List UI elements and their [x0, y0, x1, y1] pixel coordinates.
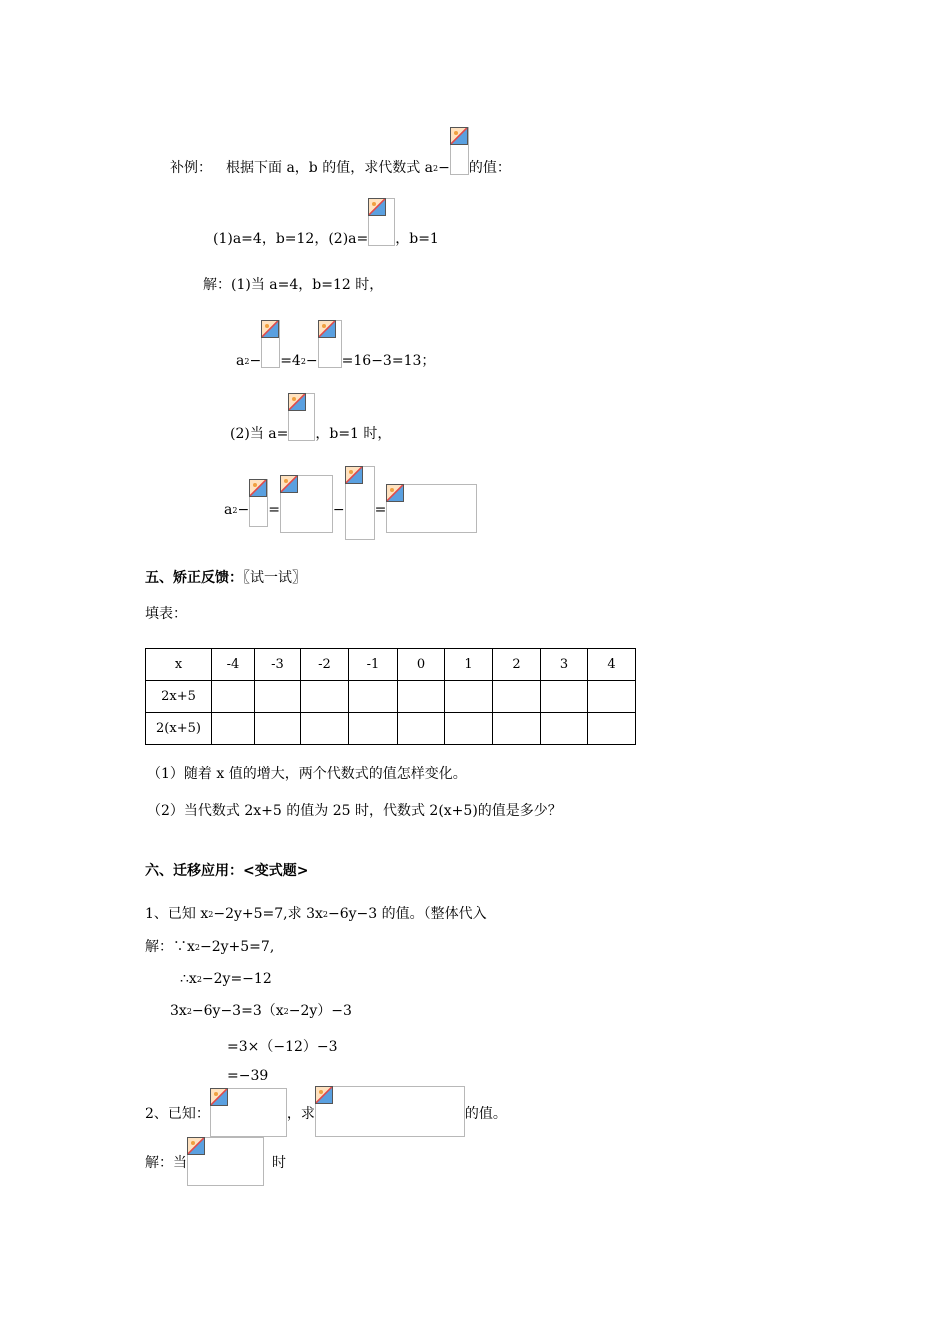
step-text: 解：∵x: [145, 939, 195, 955]
table-cell-empty: [398, 681, 445, 713]
solution-step-3: [170, 1004, 352, 1018]
formula-image: [187, 1137, 264, 1186]
table-cell-empty: [349, 681, 398, 713]
table-cell: -3: [255, 649, 301, 681]
superscript: 2: [283, 1007, 289, 1016]
formula-image: [345, 466, 375, 540]
solution-line-1: 解：(1)当 a=4，b=12 时，: [203, 277, 384, 293]
broken-image-icon: [315, 1086, 333, 1104]
fill-table-label: 填表：: [145, 606, 187, 622]
table-row-label: 2x+5: [146, 681, 212, 713]
table-cell: -4: [212, 649, 255, 681]
formula-image: [368, 198, 395, 246]
superscript: 2: [300, 357, 306, 366]
table-cell: -1: [349, 649, 398, 681]
broken-image-icon: [345, 466, 363, 484]
table-cell: 2: [493, 649, 541, 681]
example-cases-1: (1)a=4，b=12，(2)a=: [213, 231, 369, 247]
problem-1-part: 1、已知 x: [145, 906, 209, 922]
broken-image-icon: [318, 320, 336, 338]
solution-line-2: [236, 320, 435, 368]
formula-image: [280, 475, 333, 533]
section-6-heading: 六、迁移应用：<变式题>: [145, 863, 309, 879]
formula-image: [261, 320, 280, 368]
broken-image-icon: [261, 320, 279, 338]
broken-image-icon: [288, 393, 306, 411]
solution-step-2: [180, 972, 272, 986]
var-a: a: [236, 353, 245, 369]
question-1: （1）随着 x 值的增大，两个代数式的值怎样变化。: [147, 766, 467, 782]
step-text: −2y=−12: [201, 971, 272, 987]
table-cell-empty: [588, 681, 636, 713]
case-2-b-text: ，b=1 时，: [315, 426, 392, 442]
case-2-text: (2)当 a=: [230, 426, 289, 442]
step-text: −2y）−3: [288, 1003, 352, 1019]
minus-sign: −: [438, 160, 450, 176]
table-cell: x: [146, 649, 212, 681]
problem-2-text: 2、已知：: [145, 1106, 210, 1122]
minus-sign: −: [249, 353, 262, 369]
result-text: =16−3=13；: [341, 353, 436, 369]
table-cell: 0: [398, 649, 445, 681]
formula-image: [210, 1088, 287, 1137]
example-line-1: [170, 127, 511, 175]
table-cell-empty: [349, 713, 398, 745]
table-row-label: 2(x+5): [146, 713, 212, 745]
step-text: −6y−3=3（x: [191, 1003, 284, 1019]
table-header-row: [146, 649, 636, 681]
table-cell: -2: [301, 649, 349, 681]
table-row: [146, 713, 636, 745]
superscript: 2: [194, 943, 200, 952]
example-line-2: [213, 198, 439, 246]
section-5-heading: 五、矫正反馈：: [145, 570, 243, 586]
table-cell-empty: [493, 713, 541, 745]
table-cell-empty: [493, 681, 541, 713]
broken-image-icon: [386, 484, 404, 502]
problem-1-part: −2y+5=7,求 3x: [213, 906, 323, 922]
problem-2-text: 的值。: [464, 1106, 507, 1122]
step-text: ∴x: [180, 971, 197, 987]
example-suffix: 的值：: [468, 160, 511, 176]
minus-sign: −: [237, 502, 250, 518]
broken-image-icon: [210, 1088, 228, 1106]
broken-image-icon: [450, 127, 468, 145]
section-5-heading-line: [145, 567, 306, 587]
solution-line-3: [230, 393, 391, 441]
equals-sign: =: [268, 502, 280, 518]
step-text: 3x: [170, 1003, 187, 1019]
broken-image-icon: [368, 198, 386, 216]
problem-2-text: ，求: [286, 1106, 315, 1122]
formula-image: [315, 1086, 465, 1137]
question-2: （2）当代数式 2x+5 的值为 25 时，代数式 2(x+5)的值是多少？: [147, 803, 562, 819]
table-cell-empty: [445, 713, 493, 745]
solution-step-5: =−39: [227, 1068, 269, 1084]
solution-step-4: =3×（−12）−3: [227, 1039, 338, 1055]
broken-image-icon: [187, 1137, 205, 1155]
solution-text: 时: [272, 1155, 286, 1171]
value-table: [145, 648, 636, 745]
table-cell-empty: [212, 681, 255, 713]
table-cell-empty: [445, 681, 493, 713]
section-5-subheading: 〖试一试〗: [243, 570, 306, 586]
table-cell-empty: [255, 713, 301, 745]
superscript: 2: [196, 975, 202, 984]
superscript: 2: [232, 506, 238, 515]
table-cell-empty: [588, 713, 636, 745]
table-cell: 1: [445, 649, 493, 681]
solution-step-1: [145, 940, 274, 954]
table-cell-empty: [255, 681, 301, 713]
problem-1: [145, 907, 487, 921]
example-prefix: 补例：: [170, 160, 212, 176]
table-cell-empty: [301, 713, 349, 745]
superscript: 2: [433, 164, 439, 173]
table-cell-empty: [398, 713, 445, 745]
problem-2-solution: [145, 1137, 286, 1186]
formula-image: [450, 127, 469, 175]
minus-sign: −: [305, 353, 318, 369]
problem-2: [145, 1086, 507, 1137]
table-cell: 4: [588, 649, 636, 681]
table-cell: 3: [541, 649, 588, 681]
equals-sign: =: [374, 502, 387, 518]
table-cell-empty: [301, 681, 349, 713]
solution-line-4: [224, 466, 477, 533]
superscript: 2: [208, 910, 214, 919]
superscript: 2: [244, 357, 250, 366]
step-text: −2y+5=7,: [200, 939, 275, 955]
superscript: 2: [322, 910, 328, 919]
broken-image-icon: [249, 479, 267, 497]
example-text: 根据下面 a，b 的值，求代数式 a: [226, 160, 434, 176]
var-a: a: [224, 502, 233, 518]
solution-text: 解：当: [145, 1155, 187, 1171]
formula-image: [318, 320, 342, 368]
table-cell-empty: [541, 713, 588, 745]
equals-four: =4: [280, 353, 301, 369]
table-cell-empty: [212, 713, 255, 745]
formula-image: [288, 393, 315, 441]
problem-1-part: −6y−3 的值。（整体代入: [327, 906, 487, 922]
formula-image: [249, 479, 268, 527]
formula-image: [386, 484, 477, 533]
table-cell-empty: [541, 681, 588, 713]
broken-image-icon: [280, 475, 298, 493]
superscript: 2: [186, 1007, 192, 1016]
minus-sign: −: [332, 502, 345, 518]
table-row: [146, 681, 636, 713]
example-cases-2: ，b=1: [395, 231, 439, 247]
